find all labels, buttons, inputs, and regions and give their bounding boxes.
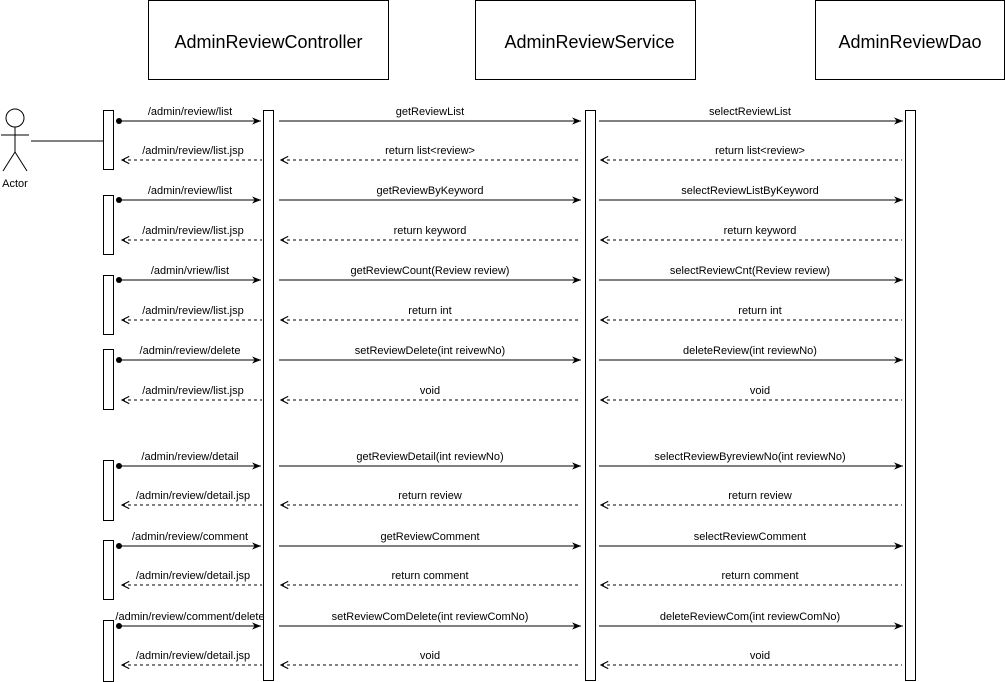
group-6-dao-return-message-label: return comment [721, 570, 799, 582]
group-2-response-message[interactable] [122, 225, 262, 240]
group-3-service-call-message[interactable] [279, 265, 581, 280]
group-3-service-return-message[interactable] [281, 305, 581, 320]
actor-activation-5 [104, 461, 114, 521]
actor-activation-7 [104, 621, 114, 682]
group-4-service-return-message[interactable] [281, 385, 581, 400]
group-4-service-call-message[interactable] [279, 345, 581, 360]
group-7-request-message[interactable] [115, 611, 264, 629]
group-5-request-message-origin-dot [116, 463, 122, 469]
group-6-service-call-message-label: getReviewComment [380, 531, 480, 543]
group-5-dao-call-message[interactable] [599, 451, 903, 466]
group-2-service-call-message-label: getReviewByKeyword [376, 185, 484, 197]
group-6-dao-return-message[interactable] [601, 570, 902, 585]
actor-activation-1 [104, 111, 114, 170]
group-3-request-message-origin-dot [116, 277, 122, 283]
group-7-dao-return-message[interactable] [601, 650, 902, 665]
group-5-response-message[interactable] [122, 490, 262, 505]
group-1-service-call-message[interactable] [279, 106, 581, 121]
actor-activation-2 [104, 196, 114, 255]
group-4-request-message-label: /admin/review/delete [139, 345, 241, 357]
group-7-service-call-message[interactable] [279, 611, 581, 626]
group-3-dao-return-message-label: return int [738, 305, 782, 317]
controller-activation-bar [264, 111, 274, 681]
group-5-service-return-message[interactable] [281, 490, 581, 505]
group-2-dao-return-message[interactable] [601, 225, 902, 240]
group-6-request-message-label: /admin/review/comment [131, 531, 249, 543]
actor-figure[interactable] [1, 109, 29, 190]
group-1-response-message[interactable] [122, 145, 262, 160]
group-7-dao-call-message[interactable] [599, 611, 903, 626]
group-2-request-message-origin-dot [116, 197, 122, 203]
dao-activation-bar [906, 111, 916, 681]
participant-controller-label: AdminReviewController [174, 32, 363, 52]
group-7-response-message-label: /admin/review/detail.jsp [135, 650, 251, 662]
group-2-service-call-message[interactable] [279, 185, 581, 200]
group-2-dao-call-message-label: selectReviewListByKeyword [681, 185, 819, 197]
group-3-service-return-message-label: return int [408, 305, 452, 317]
group-3-request-message[interactable] [116, 265, 261, 283]
group-3-response-message-label: /admin/review/list.jsp [142, 305, 244, 317]
group-4-response-message-label: /admin/review/list.jsp [142, 385, 244, 397]
group-2-response-message-label: /admin/review/list.jsp [142, 225, 244, 237]
group-6-request-message[interactable] [116, 531, 261, 549]
group-4-request-message[interactable] [116, 345, 261, 363]
group-1-service-return-message[interactable] [281, 145, 581, 160]
group-5-dao-return-message-label: return review [728, 490, 792, 502]
group-1-dao-return-message-label: return list<review> [715, 145, 805, 157]
group-1-request-message[interactable] [116, 106, 261, 124]
actor-right-leg [15, 152, 27, 171]
group-4-service-return-message-label: void [419, 385, 441, 397]
actor-label: Actor [2, 178, 28, 190]
group-6-service-return-message[interactable] [281, 570, 581, 585]
group-4-dao-call-message[interactable] [599, 345, 903, 360]
group-7-request-message-origin-dot [116, 623, 122, 629]
group-1-request-message-origin-dot [116, 118, 122, 124]
group-1-dao-call-message-label: selectReviewList [709, 106, 791, 118]
actor-activation-4 [104, 350, 114, 410]
group-4-request-message-origin-dot [116, 357, 122, 363]
group-6-response-message-label: /admin/review/detail.jsp [135, 570, 251, 582]
group-4-dao-return-message[interactable] [601, 385, 902, 400]
group-6-dao-call-message[interactable] [599, 531, 903, 546]
participant-dao[interactable] [816, 1, 1005, 80]
group-3-request-message-label: /admin/vriew/list [150, 265, 230, 277]
group-6-request-message-origin-dot [116, 543, 122, 549]
group-5-request-message-label: /admin/review/detail [141, 451, 239, 463]
actor-head [6, 109, 24, 127]
group-7-response-message[interactable] [122, 650, 262, 665]
group-1-response-message-label: /admin/review/list.jsp [142, 145, 244, 157]
group-6-service-call-message[interactable] [279, 531, 581, 546]
participant-controller[interactable] [149, 1, 389, 80]
group-1-service-return-message-label: return list<review> [385, 145, 475, 157]
group-7-dao-call-message-label: deleteReviewCom(int reviewComNo) [659, 611, 841, 623]
group-1-request-message-label: /admin/review/list [147, 106, 233, 118]
group-1-dao-return-message[interactable] [601, 145, 902, 160]
group-2-service-return-message[interactable] [281, 225, 581, 240]
group-5-service-call-message-label: getReviewDetail(int reviewNo) [356, 451, 504, 463]
group-7-request-message-label: /admin/review/comment/delete [115, 611, 265, 623]
messages [115, 106, 903, 665]
participant-service-label: AdminReviewService [504, 32, 675, 52]
group-5-service-return-message-label: return review [398, 490, 462, 502]
group-4-response-message[interactable] [122, 385, 262, 400]
group-6-response-message[interactable] [122, 570, 262, 585]
group-2-service-return-message-label: return keyword [393, 225, 467, 237]
participant-dao-label: AdminReviewDao [838, 32, 982, 52]
group-4-dao-return-message-label: void [749, 385, 771, 397]
group-5-request-message[interactable] [116, 451, 261, 469]
group-5-service-call-message[interactable] [279, 451, 581, 466]
group-7-service-return-message[interactable] [281, 650, 581, 665]
group-2-dao-return-message-label: return keyword [723, 225, 797, 237]
group-5-response-message-label: /admin/review/detail.jsp [135, 490, 251, 502]
group-2-dao-call-message[interactable] [599, 185, 903, 200]
group-4-dao-call-message-label: deleteReview(int reviewNo) [683, 345, 817, 357]
group-6-dao-call-message-label: selectReviewComment [693, 531, 807, 543]
service-activation-bar [586, 111, 596, 681]
group-3-service-call-message-label: getReviewCount(Review review) [350, 265, 510, 277]
group-7-dao-return-message-label: void [749, 650, 771, 662]
actor-activation-3 [104, 276, 114, 335]
group-2-request-message-label: /admin/review/list [147, 185, 233, 197]
group-1-dao-call-message[interactable] [599, 106, 903, 121]
group-4-service-call-message-label: setReviewDelete(int reivewNo) [354, 345, 506, 357]
group-3-response-message[interactable] [122, 305, 262, 320]
group-3-dao-call-message[interactable] [599, 265, 903, 280]
group-7-service-call-message-label: setReviewComDelete(int reviewComNo) [331, 611, 529, 623]
group-3-dao-call-message-label: selectReviewCnt(Review review) [669, 265, 831, 277]
actor-left-leg [3, 152, 15, 171]
group-6-service-return-message-label: return comment [391, 570, 469, 582]
actor-activation-6 [104, 541, 114, 600]
group-5-dao-call-message-label: selectReviewByreviewNo(int reviewNo) [654, 451, 846, 463]
group-1-service-call-message-label: getReviewList [395, 106, 465, 118]
group-3-dao-return-message[interactable] [601, 305, 902, 320]
group-7-service-return-message-label: void [419, 650, 441, 662]
group-2-request-message[interactable] [116, 185, 261, 203]
group-5-dao-return-message[interactable] [601, 490, 902, 505]
participant-service[interactable] [476, 1, 696, 80]
